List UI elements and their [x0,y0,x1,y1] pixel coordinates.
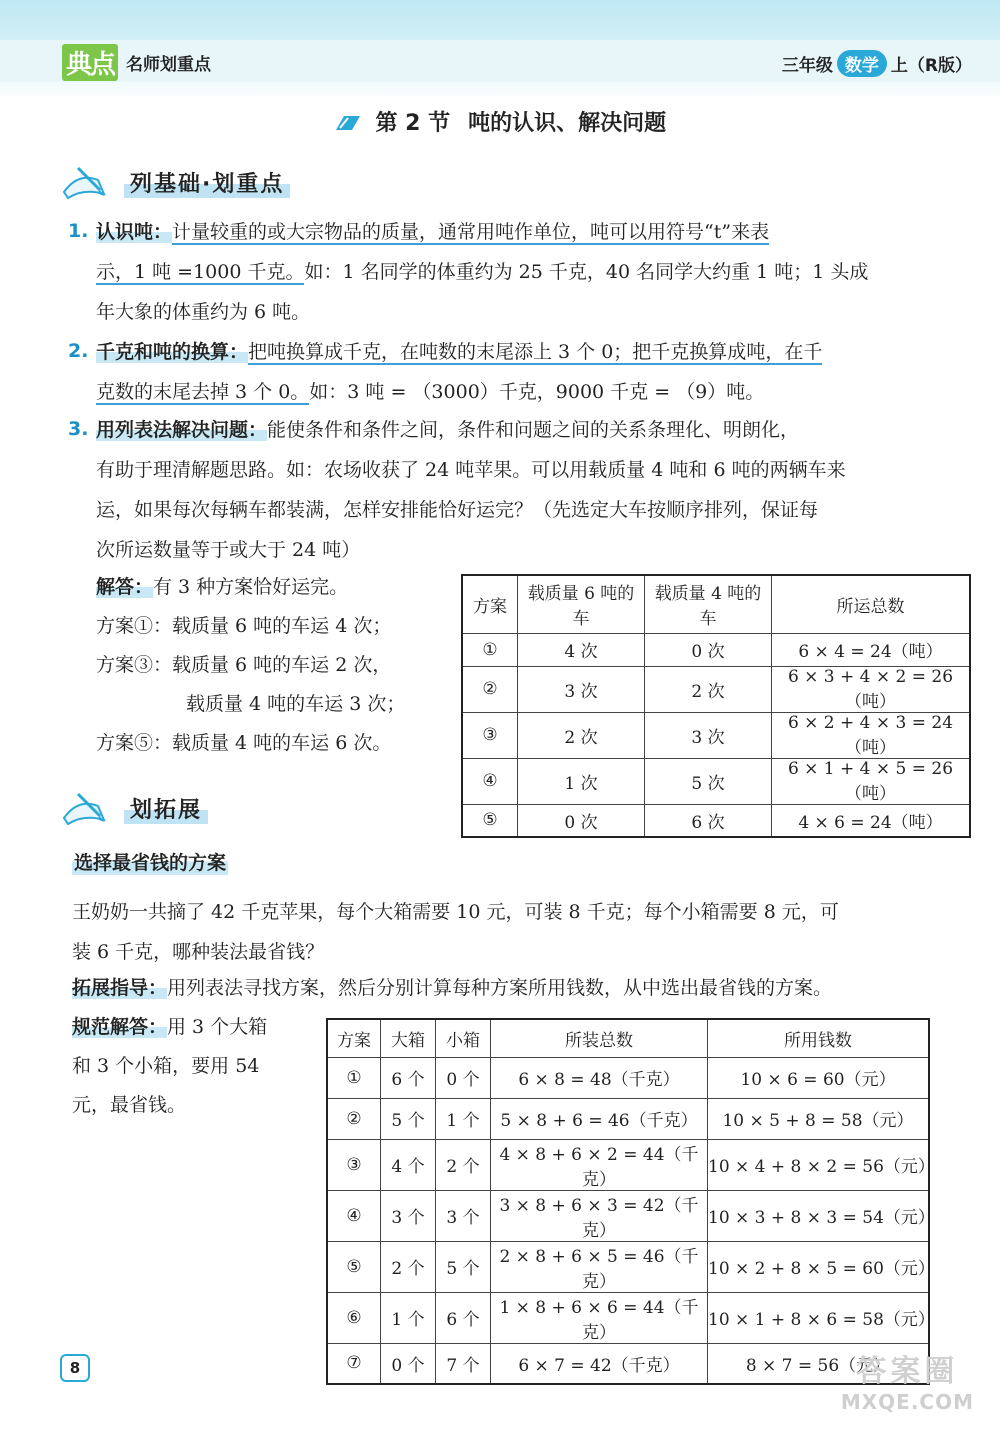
pen-stroke-icon [334,114,362,132]
table-cell: 3 次 [645,712,772,758]
table-cell: ① [462,633,518,666]
table-cell: 2 × 8 + 6 × 5 = 46（千克） [491,1241,708,1292]
table-row [327,1057,929,1098]
table-cell: 10 × 2 + 8 × 5 = 60（元） [708,1241,930,1292]
table-row [462,712,970,758]
table-row [462,758,970,804]
table-cell: 2 次 [645,666,772,712]
table-header: 载质量 6 吨的车 [518,575,645,633]
table-cell: 6 × 7 = 42（千克） [491,1343,708,1384]
table-row [462,666,970,712]
table-cell: 3 个 [381,1190,436,1241]
page-header [0,0,1000,100]
table-cell: 1 个 [436,1098,491,1139]
box-plan-table [326,1018,935,1385]
table-cell: 2 个 [381,1241,436,1292]
item-2-line2a: 克数的末尾去掉 3 个 0。 [96,381,310,403]
table-header: 方案 [462,575,518,633]
section-name: 吨的认识、解决问题 [468,111,667,136]
item-1-line2b: 如：1 名同学的体重约为 25 千克，40 名同学大约重 1 吨；1 头成 [304,261,869,283]
table-row [327,1139,929,1190]
guide-text: 用列表法寻找方案，然后分别计算每种方案所用钱数，从中选出最省钱的方案。 [167,977,833,999]
table-header-row [462,575,970,633]
section-title [0,106,1000,137]
table-cell: 0 个 [436,1057,491,1098]
table-cell: 4 × 8 + 6 × 2 = 44（千克） [491,1139,708,1190]
table-cell: ③ [327,1139,381,1190]
table-cell: 0 个 [381,1343,436,1384]
banner-basics [58,162,290,202]
subject-badge: 数学 [837,50,887,77]
table-cell: ④ [327,1190,381,1241]
watermark-title: 答案圈 [856,1354,959,1389]
table-cell: 2 个 [436,1139,491,1190]
table-row [462,633,970,666]
table-cell: 5 个 [436,1241,491,1292]
item-1-text [96,212,966,332]
item-2-number: 2. [68,340,89,362]
item-3-number: 3. [68,418,89,440]
table-header: 大箱 [381,1019,436,1057]
solution-line-1: 用 3 个大箱 [167,1016,268,1038]
answer-1-text: 有 3 种方案恰好运完。 [153,576,349,598]
answer-1-line-3: 载质量 4 吨的车运 3 次； [186,693,406,715]
notebook-pencil-icon [58,162,118,202]
table-cell: ⑥ [327,1292,381,1343]
table-header: 载质量 4 吨的车 [645,575,772,633]
item-3-line1: 能使条件和条件之间，条件和问题之间的关系条理化、明朗化， [267,419,800,441]
table-cell: 1 次 [518,758,645,804]
table-cell: 0 次 [645,633,772,666]
table-header: 所用钱数 [708,1019,930,1057]
table-cell: 6 × 8 = 48（千克） [491,1057,708,1098]
extension-solution [72,1008,322,1125]
edition-text: 上（R版） [890,56,972,76]
table-cell: 8 × 7 = 56（元） [708,1343,930,1384]
watermark-url: MXQE.COM [840,1390,974,1414]
item-1-number: 1. [68,220,89,242]
item-1-line2a: 示，1 吨 =1000 千克。 [96,261,305,283]
table-cell: 5 × 8 + 6 = 46（千克） [491,1098,708,1139]
table-cell: 7 个 [436,1343,491,1384]
table-cell: 10 × 5 + 8 = 58（元） [708,1098,930,1139]
answer-1-line-4: 方案⑤：载质量 4 吨的车运 6 次。 [96,732,392,754]
item-3-text [96,410,966,570]
transport-table [461,574,971,838]
item-3-keyword: 用列表法解决问题： [96,419,268,441]
problem-line-1: 王奶奶一共摘了 42 千克苹果，每个大箱需要 10 元，可装 8 千克；每个小箱需要 8 元，可 [72,901,839,923]
table-cell: ⑦ [327,1343,381,1384]
item-2-keyword: 千克和吨的换算： [96,341,249,363]
table-cell: 6 × 1 + 4 × 5 = 26（吨） [772,758,971,804]
table-cell: ③ [462,712,518,758]
table-row [327,1241,929,1292]
table-cell: 3 × 8 + 6 × 3 = 42（千克） [491,1190,708,1241]
table-cell: 0 次 [518,804,645,837]
guide-label: 拓展指导： [72,977,168,999]
banner-extension [58,788,208,828]
answer-1-line-2: 方案③：载质量 6 吨的车运 2 次， [96,654,392,676]
item-2-line2b: 如：3 吨 = （3000）千克，9000 千克 = （9）吨。 [309,381,765,403]
grade-text: 三年级 [781,56,833,76]
item-2-line1: 把吨换算成千克，在吨数的末尾添上 3 个 0；把千克换算成吨，在千 [248,341,823,363]
table-cell: 6 × 4 = 24（吨） [772,633,971,666]
table-cell: ② [327,1098,381,1139]
table-cell: ② [462,666,518,712]
table-cell: 5 次 [645,758,772,804]
table-cell: ⑤ [462,804,518,837]
extension-subhead: 选择最省钱的方案 [72,848,228,875]
item-3-line3: 运，如果每次每辆车都装满，怎样安排能恰好运完？（先选定大车按顺序排列，保证每 [96,499,819,521]
item-1-line1: 计量较重的或大宗物品的质量，通常用吨作单位，吨可以用符号“t”来表 [172,221,770,243]
table-cell: 6 × 2 + 4 × 3 = 24（吨） [772,712,971,758]
answer-1-summary [96,572,348,599]
extension-guide [72,968,972,1008]
table-cell: ⑤ [327,1241,381,1292]
table-cell: 1 × 8 + 6 × 6 = 44（千克） [491,1292,708,1343]
page-number: 8 [60,1354,90,1382]
table-cell: 4 × 6 = 24（吨） [772,804,971,837]
grade-label [782,50,972,77]
table-cell: 6 次 [645,804,772,837]
table-cell: 1 个 [381,1292,436,1343]
solution-line-2: 和 3 个小箱，要用 54 [72,1055,260,1077]
item-1-line3: 年大象的体重约为 6 吨。 [96,301,311,323]
notebook-pencil-icon [58,788,118,828]
table-cell: 4 次 [518,633,645,666]
table-cell: 2 次 [518,712,645,758]
table-cell: ④ [462,758,518,804]
table-cell: 6 个 [381,1057,436,1098]
answer-1-line-1: 方案①：载质量 6 吨的车运 4 次； [96,615,392,637]
table-header: 小箱 [436,1019,491,1057]
table-row [327,1343,929,1384]
table-header-row [327,1019,929,1057]
table-header: 方案 [327,1019,381,1057]
table-row [327,1292,929,1343]
watermark [841,1346,974,1414]
brand-logo [62,44,211,81]
table-cell: 10 × 1 + 8 × 6 = 58（元） [708,1292,930,1343]
problem-line-2: 装 6 千克，哪种装法最省钱？ [72,941,325,963]
item-2-text [96,332,966,412]
table-row [327,1190,929,1241]
table-cell: 10 × 4 + 8 × 2 = 56（元） [708,1139,930,1190]
table-cell: 6 × 3 + 4 × 2 = 26（吨） [772,666,971,712]
table-cell: 4 个 [381,1139,436,1190]
item-3-line4: 次所运数量等于或大于 24 吨） [96,539,361,561]
solution-line-3: 元，最省钱。 [72,1094,187,1116]
table-row [327,1098,929,1139]
table-cell: ① [327,1057,381,1098]
logo-mark: 典点 [62,44,118,81]
table-cell: 10 × 6 = 60（元） [708,1057,930,1098]
table-cell: 6 个 [436,1292,491,1343]
banner-extension-text: 划拓展 [124,793,208,824]
table-cell: 3 次 [518,666,645,712]
section-number: 第 2 节 [375,111,451,136]
table-header: 所运总数 [772,575,971,633]
table-header: 所装总数 [491,1019,708,1057]
item-1-keyword: 认识吨： [96,221,173,243]
table-row [462,804,970,837]
item-3-line2: 有助于理清解题思路。如：农场收获了 24 吨苹果。可以用载质量 4 吨和 6 吨的两辆车来 [96,459,846,481]
extension-problem [72,892,972,972]
table-cell: 5 个 [381,1098,436,1139]
answer-1-label: 解答： [96,576,154,598]
table-cell: 3 个 [436,1190,491,1241]
logo-subtitle: 名师划重点 [126,55,212,75]
solution-label: 规范解答： [72,1016,168,1038]
banner-basics-text: 列基础·划重点 [124,167,290,198]
table-cell: 10 × 3 + 8 × 3 = 54（元） [708,1190,930,1241]
